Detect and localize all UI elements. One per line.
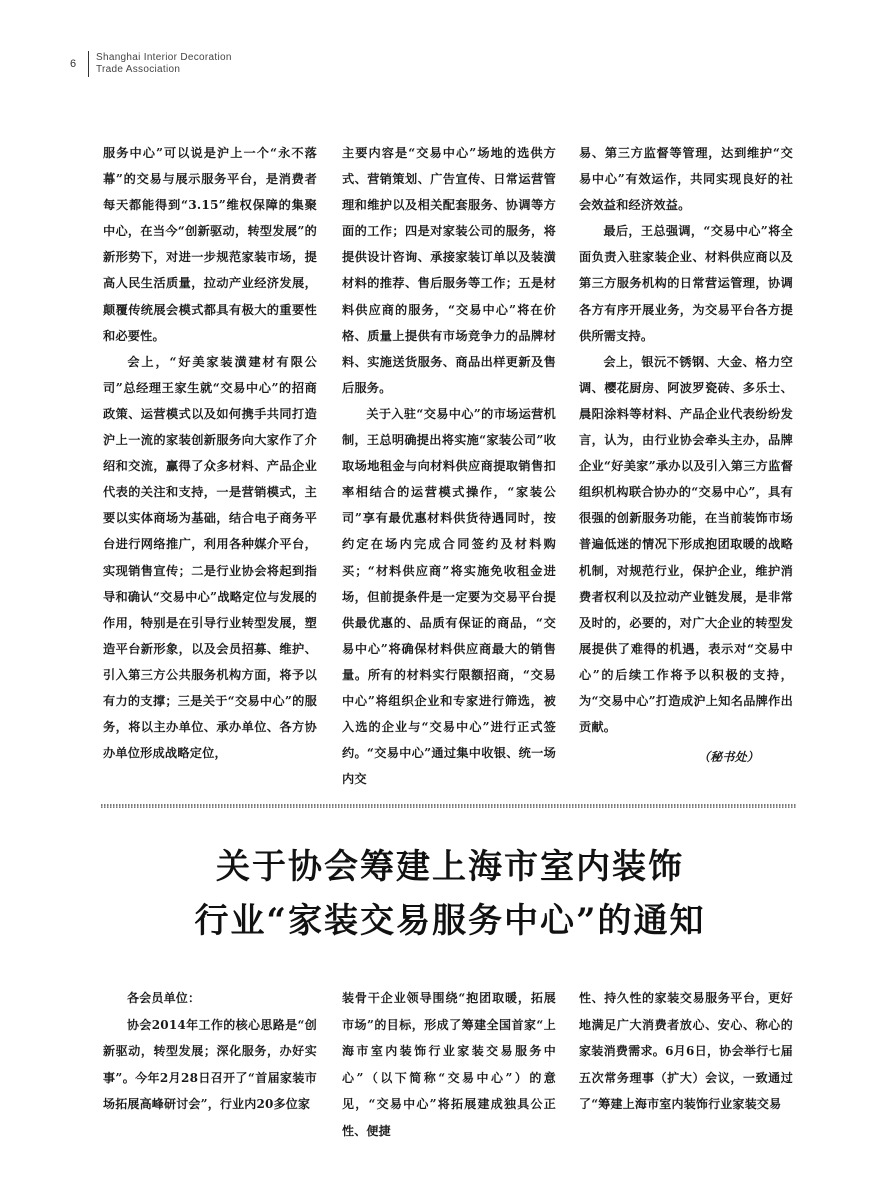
salutation: 各会员单位： xyxy=(127,991,201,1005)
article1-column-2 xyxy=(342,140,556,792)
article2-body xyxy=(103,985,797,1138)
signature: （秘书处） xyxy=(697,750,759,765)
page-number: 6 xyxy=(70,58,77,70)
article2-title-line1: 关于协会筹建上海市室内装饰 xyxy=(216,847,684,887)
paragraph: 会上，银沅不锈钢、大金、格力空调、樱花厨房、阿波罗瓷砖、多乐士、晨阳涂料等材料、产品企业代表纷纷发言，认为，由行业协会牵头主办，品牌企业“好美家”承办以及引入第三方监督组织机构联合协办的“交易中心”，具有很强的创新服务功能，在当前装饰市场普遍低迷的情况下形成抱团取暖的战略机制，对规范行业，保护企业，维护消费者权利以及拉动产业链发展，是非常及时的，必要的，对广大企业的转型发展提供了难得的机遇，表示对“交易中心”的后续工作将予以积极的支持，为“交易中心”打造成沪上知名品牌作出贡献。 xyxy=(579,354,793,735)
paragraph: 易、第三方监督等管理，达到维护“交易中心”有效运作，共同实现良好的社会效益和经济效益。 xyxy=(579,146,793,213)
article1-body xyxy=(103,140,797,787)
paragraph: 服务中心”可以说是沪上一个“永不落幕”的交易与展示服务平台，是消费者每天都能得到“3.15”维权保障的集聚中心，在当今“创新驱动，转型发展”的新形势下，对进一步规范家装市场，提高人民生活质量，拉动产业经济发展，颠覆传统展会模式都具有极大的重要性和必要性。 xyxy=(103,146,317,343)
paragraph: 会上，“好美家装潢建材有限公司”总经理王家生就“交易中心”的招商政策、运营模式以及如何携手共同打造沪上一流的家装创新服务向大家作了介绍和交流，赢得了众多材料、产品企业代表的关注和支持，一是营销模式，主要以实体商场为基础，结合电子商务平台进行网络推广，利用各种媒介平台，实现销售宣传；二是行业协会将起到指导和确认“交易中心”战略定位与发展的作用，特别是在引导行业转型发展，塑造平台新形象，以及会员招募、维护、引入第三方公共服务机构方面，将予以有力的支撑；三是关于“交易中心”的服务，将以主办单位、承办单位、各方协办单位形成战略定位， xyxy=(103,354,317,761)
section-divider xyxy=(101,804,797,808)
paragraph: 性、持久性的家装交易服务平台，更好地满足广大消费者放心、安心、称心的家装消费需求。6月6日，协会举行七届五次常务理事（扩大）会议，一致通过了“筹建上海市室内装饰行业家装交易 xyxy=(579,991,793,1111)
article2-title-line2: 行业“家装交易服务中心”的通知 xyxy=(194,901,706,941)
paragraph: 最后，王总强调，“交易中心”将全面负责入驻家装企业、材料供应商以及第三方服务机构的日常营运管理，协调各方有序开展业务，为交易平台各方提供所需支持。 xyxy=(579,224,793,343)
association-name-line1: Shanghai Interior Decoration xyxy=(96,52,232,63)
paragraph: 主要内容是“交易中心”场地的选供方式、营销策划、广告宣传、日常运营管理和维护以及相关配套服务、协调等方面的工作；四是对家装公司的服务，将提供设计咨询、承接家装订单以及装潢材料的推荐、售后服务等工作；五是材料供应商的服务，“交易中心”将在价格、质量上提供有市场竞争力的品牌材料、实施送货服务、商品出样更新及售后服务。 xyxy=(342,146,556,395)
paragraph: 协会2014年工作的核心思路是“创新驱动，转型发展；深化服务，办好实事”。今年2月28日召开了“首届家装市场拓展高峰研讨会”，行业内20多位家 xyxy=(103,1017,317,1111)
article2-column-2 xyxy=(342,985,556,1144)
paragraph: 关于入驻“交易中心”的市场运营机制，王总明确提出将实施“家装公司”收取场地租金与向材料供应商提取销售扣率相结合的运营模式操作，“家装公司”享有最优惠材料供货待遇同时，按约定在场内完成合同签约及材料购买；“材料供应商”将实施免收租金进场，但前提条件是一定要为交易平台提供最优惠的、品质有保证的商品，“交易中心”将确保材料供应商最大的销售量。所有的材料实行限额招商，“交易中心”将组织企业和专家进行筛选，被入选的企业与“交易中心”进行正式签约。“交易中心”通过集中收银、统一场内交 xyxy=(342,406,556,787)
header-divider xyxy=(88,51,89,77)
article1-column-3 xyxy=(579,140,793,770)
association-name xyxy=(96,52,232,76)
article1-column-1 xyxy=(103,140,317,766)
association-name-line2: Trade Association xyxy=(96,64,181,75)
article2-column-3 xyxy=(579,985,793,1118)
paragraph: 装骨干企业领导围绕“抱团取暖，拓展市场”的目标，形成了筹建全国首家“上海市室内装饰行业家装交易服务中心”（以下简称“交易中心”）的意见，“交易中心”将拓展建成独具公正性、便捷 xyxy=(342,991,556,1138)
article2-column-1 xyxy=(103,985,317,1118)
